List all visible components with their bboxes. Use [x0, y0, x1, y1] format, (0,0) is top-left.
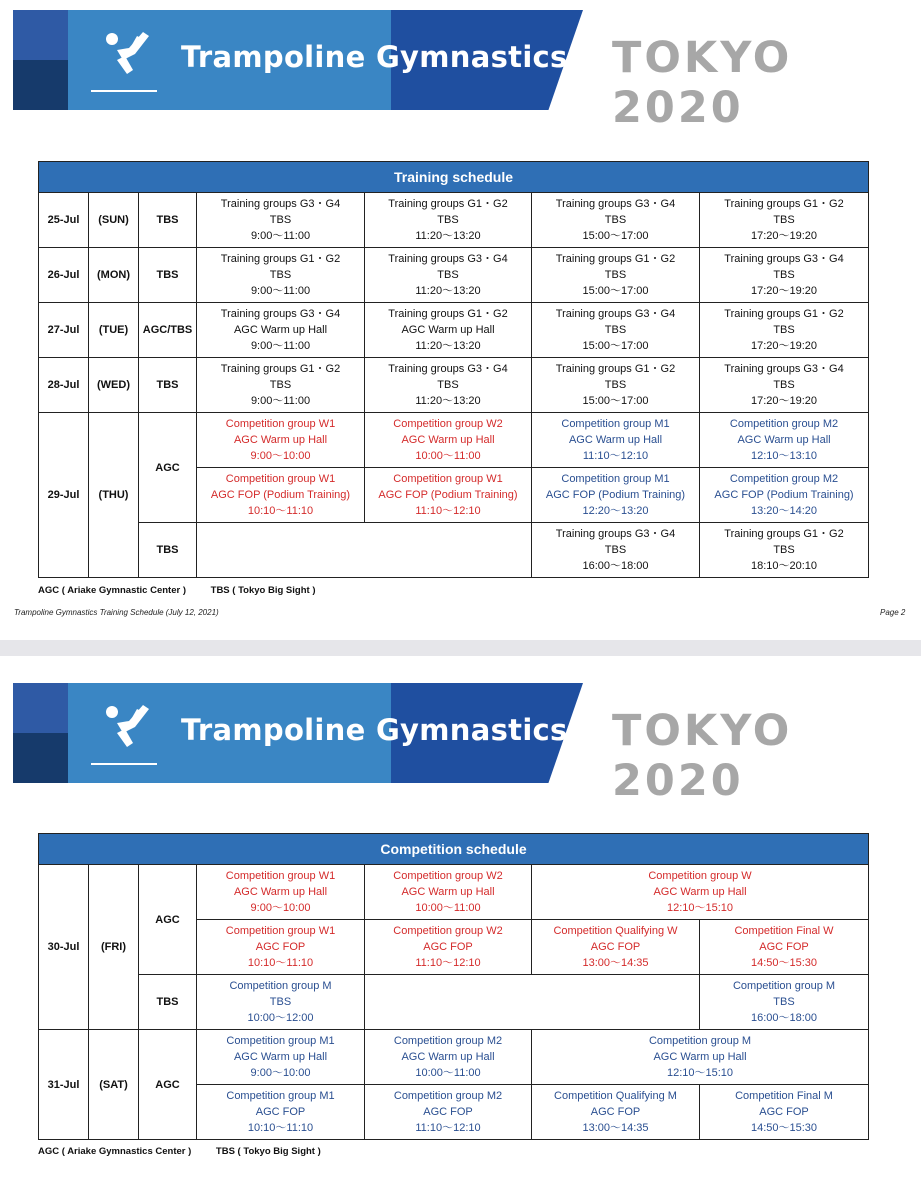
banner-block-dark [13, 733, 68, 783]
cell-venue: TBS [773, 324, 795, 336]
cell-time: 15:00～17:00 [582, 340, 649, 352]
table-row [39, 865, 869, 920]
cell-time: 17:20～19:20 [750, 230, 818, 242]
cell-group: Training groups G3・G4 [388, 363, 508, 375]
row-label: 26-Jul [39, 248, 89, 303]
cell-venue: TBS [437, 269, 459, 281]
schedule-cell [700, 193, 869, 248]
cell-time: 9:00～11:00 [250, 340, 311, 352]
cell-time: 18:10～20:10 [750, 560, 818, 572]
cell-time: 16:00～18:00 [750, 1012, 818, 1024]
training-schedule-table [38, 161, 869, 578]
cell-time: 14:50～15:30 [750, 957, 818, 969]
cell-time: 9:00～10:00 [250, 450, 311, 462]
cell-group: Competition group M1 [561, 473, 670, 485]
cell-time: 10:10～11:10 [247, 505, 314, 517]
cell-group: Training groups G1・G2 [220, 363, 341, 375]
cell-time: 13:20～14:20 [750, 505, 818, 517]
cell-group: Competition group M2 [729, 418, 839, 430]
row-label: (SAT) [89, 1030, 139, 1140]
row-label: TBS [139, 193, 197, 248]
cell-group: Training groups G1・G2 [724, 198, 844, 210]
cell-group: Training groups G3・G4 [724, 253, 844, 265]
cell-venue: AGC FOP (Podium Training) [210, 489, 351, 501]
row-label: AGC/TBS [139, 303, 197, 358]
cell-time: 11:20～13:20 [415, 230, 481, 242]
cell-venue: AGC FOP [423, 941, 473, 953]
cell-venue: AGC Warm up Hall [653, 1051, 747, 1063]
schedule-cell [365, 1085, 532, 1140]
cell-venue: TBS [269, 214, 292, 226]
cell-group: Training groups G1・G2 [724, 308, 844, 320]
schedule-cell [365, 1030, 532, 1085]
table-row [39, 303, 869, 358]
cell-time: 9:00～11:00 [250, 230, 311, 242]
empty-cell [365, 975, 700, 1030]
cell-time: 12:20～13:20 [582, 505, 649, 517]
schedule-cell [365, 468, 532, 523]
cell-group: Competition group W2 [393, 870, 503, 882]
schedule-cell [197, 358, 365, 413]
cell-venue: TBS [604, 214, 627, 226]
schedule-cell [532, 1030, 869, 1085]
row-label: AGC [139, 865, 197, 975]
row-label: (MON) [89, 248, 139, 303]
table-row [39, 248, 869, 303]
cell-venue: TBS [773, 214, 795, 226]
cell-group: Competition group W1 [225, 473, 336, 485]
row-label: (WED) [89, 358, 139, 413]
cell-group: Competition group M2 [729, 473, 839, 485]
cell-venue: TBS [773, 544, 795, 556]
schedule-cell [532, 303, 700, 358]
cell-venue: TBS [437, 214, 459, 226]
cell-time: 13:00～14:35 [582, 957, 649, 969]
cell-venue: TBS [437, 379, 459, 391]
cell-venue: TBS [269, 379, 292, 391]
cell-time: 10:00～12:00 [247, 1012, 314, 1024]
schedule-cell [197, 413, 365, 468]
schedule-cell [197, 468, 365, 523]
cell-time: 10:00～11:00 [415, 902, 481, 914]
schedule-cell [532, 358, 700, 413]
cell-group: Training groups G3・G4 [555, 528, 676, 540]
cell-venue: TBS [604, 324, 627, 336]
tokyo-2020-logo-2: TOKYO 2020 [612, 706, 793, 806]
cell-venue: AGC Warm up Hall [233, 324, 328, 336]
schedule-cell [700, 303, 869, 358]
cell-group: Training groups G3・G4 [220, 308, 341, 320]
schedule-cell [700, 975, 869, 1030]
row-label: AGC [139, 1030, 197, 1140]
cell-group: Training groups G3・G4 [388, 253, 508, 265]
schedule-cell [365, 413, 532, 468]
cell-venue: AGC Warm up Hall [233, 886, 328, 898]
schedule-cell [700, 1085, 869, 1140]
row-label: 25-Jul [39, 193, 89, 248]
cell-venue: TBS [773, 996, 795, 1008]
page-separator [0, 640, 921, 656]
cell-venue: TBS [604, 544, 627, 556]
schedule-cell [532, 1085, 700, 1140]
schedule-cell [197, 303, 365, 358]
cell-time: 9:00～10:00 [250, 1067, 311, 1079]
cell-venue: TBS [269, 269, 292, 281]
schedule-cell [532, 523, 700, 578]
cell-group: Competition group W2 [393, 418, 503, 430]
cell-group: Competition group W1 [225, 418, 336, 430]
schedule-cell [365, 920, 532, 975]
cell-group: Training groups G3・G4 [724, 363, 844, 375]
cell-time: 11:10～12:10 [582, 450, 649, 462]
cell-group: Training groups G3・G4 [220, 198, 341, 210]
cell-group: Competition group M1 [226, 1035, 335, 1047]
row-label: 28-Jul [39, 358, 89, 413]
schedule-cell [197, 1085, 365, 1140]
schedule-cell [700, 920, 869, 975]
cell-group: Training groups G1・G2 [555, 253, 676, 265]
schedule-cell [532, 413, 700, 468]
cell-venue: AGC FOP [759, 1106, 809, 1118]
cell-time: 10:10～11:10 [247, 957, 314, 969]
cell-venue: AGC Warm up Hall [401, 886, 495, 898]
cell-venue: AGC Warm up Hall [737, 434, 831, 446]
cell-venue: TBS [773, 379, 795, 391]
cell-group: Competition group W1 [393, 473, 503, 485]
cell-time: 17:20～19:20 [750, 285, 818, 297]
banner-underline [91, 763, 157, 765]
cell-group: Competition Qualifying M [554, 1090, 677, 1102]
cell-group: Competition group M [229, 980, 332, 992]
cell-venue: AGC FOP (Podium Training) [714, 489, 854, 501]
row-label: TBS [139, 248, 197, 303]
row-label: (FRI) [89, 865, 139, 1030]
cell-group: Competition group W [648, 870, 752, 882]
page-number: Page 2 [880, 608, 906, 617]
banner-block-dark [13, 60, 68, 110]
schedule-cell [197, 920, 365, 975]
tokyo-2020-logo: TOKYO 2020 [612, 33, 793, 133]
cell-time: 10:00～11:00 [415, 1067, 481, 1079]
cell-group: Training groups G3・G4 [555, 198, 676, 210]
schedule-cell [365, 303, 532, 358]
cell-venue: AGC FOP [590, 1106, 641, 1118]
cell-time: 10:00～11:00 [415, 450, 481, 462]
cell-group: Competition group M2 [393, 1035, 503, 1047]
trampoline-athlete-icon [103, 30, 153, 82]
table-row [39, 975, 869, 1030]
schedule-cell [197, 975, 365, 1030]
row-label: 30-Jul [39, 865, 89, 1030]
cell-venue: AGC Warm up Hall [401, 1051, 495, 1063]
row-label: TBS [139, 975, 197, 1030]
schedule-cell [197, 865, 365, 920]
competition-page [0, 656, 921, 1200]
schedule-cell [365, 248, 532, 303]
cell-group: Competition group M [648, 1035, 752, 1047]
schedule-cell [700, 468, 869, 523]
cell-time: 13:00～14:35 [582, 1122, 649, 1134]
cell-group: Training groups G1・G2 [555, 363, 676, 375]
cell-venue: AGC FOP (Podium Training) [545, 489, 686, 501]
cell-venue: AGC FOP [255, 1106, 306, 1118]
cell-venue: AGC Warm up Hall [233, 1051, 328, 1063]
cell-group: Competition group M2 [393, 1090, 503, 1102]
table-row [39, 523, 869, 578]
cell-time: 16:00～18:00 [582, 560, 649, 572]
cell-group: Competition group W1 [225, 870, 336, 882]
cell-venue: AGC FOP (Podium Training) [378, 489, 518, 501]
schedule-cell [532, 248, 700, 303]
schedule-cell [197, 248, 365, 303]
cell-group: Competition Final M [735, 1090, 833, 1102]
schedule-cell [532, 193, 700, 248]
schedule-cell [532, 468, 700, 523]
cell-time: 9:00～11:00 [250, 395, 311, 407]
cell-group: Competition Final W [734, 925, 834, 937]
cell-group: Competition group W2 [393, 925, 503, 937]
cell-group: Training groups G3・G4 [555, 308, 676, 320]
cell-venue: AGC FOP [423, 1106, 473, 1118]
cell-venue: AGC Warm up Hall [653, 886, 747, 898]
legend-agc: AGC ( Ariake Gymnastics Center ) [38, 1146, 192, 1157]
cell-group: Training groups G1・G2 [724, 528, 844, 540]
schedule-cell [700, 413, 869, 468]
schedule-cell [365, 358, 532, 413]
schedule-cell [365, 193, 532, 248]
table-row [39, 358, 869, 413]
row-label: (TUE) [89, 303, 139, 358]
banner-block-blue [13, 683, 68, 733]
banner-title: Trampoline Gymnastics [181, 40, 568, 74]
cell-group: Competition group M1 [226, 1090, 335, 1102]
schedule-cell [700, 523, 869, 578]
cell-time: 11:20～13:20 [415, 340, 481, 352]
legend-tbs: TBS ( Tokyo Big Sight ) [215, 1146, 321, 1157]
cell-venue: AGC FOP [255, 941, 306, 953]
cell-group: Competition group M [732, 980, 836, 992]
competition-schedule-table [38, 833, 869, 1140]
cell-time: 12:10～15:10 [666, 1067, 734, 1079]
row-label: AGC [139, 413, 197, 523]
table-row [39, 1030, 869, 1085]
trampoline-athlete-icon [103, 703, 153, 755]
banner-underline [91, 90, 157, 92]
cell-venue: TBS [269, 996, 292, 1008]
schedule-cell [197, 193, 365, 248]
row-label: (THU) [89, 413, 139, 578]
cell-venue: AGC Warm up Hall [233, 434, 328, 446]
competition-schedule-title: Competition schedule [39, 834, 869, 865]
schedule-cell [700, 248, 869, 303]
schedule-cell [532, 865, 869, 920]
schedule-cell [197, 1030, 365, 1085]
cell-group: Competition group W1 [225, 925, 336, 937]
cell-venue: AGC Warm up Hall [401, 324, 495, 336]
cell-time: 10:10～11:10 [247, 1122, 314, 1134]
cell-time: 17:20～19:20 [750, 395, 818, 407]
cell-venue: TBS [773, 269, 795, 281]
row-label: TBS [139, 358, 197, 413]
competition-legend [38, 1146, 343, 1157]
cell-time: 15:00～17:00 [582, 230, 649, 242]
cell-time: 11:10～12:10 [415, 1122, 481, 1134]
cell-venue: AGC FOP [590, 941, 641, 953]
schedule-cell [365, 865, 532, 920]
cell-time: 12:10～13:10 [750, 450, 818, 462]
cell-time: 11:10～12:10 [415, 957, 481, 969]
row-label: 29-Jul [39, 413, 89, 578]
cell-group: Training groups G1・G2 [388, 308, 508, 320]
cell-time: 9:00～10:00 [250, 902, 311, 914]
row-label: 27-Jul [39, 303, 89, 358]
row-label: TBS [139, 523, 197, 578]
cell-time: 11:10～12:10 [415, 505, 481, 517]
banner-block-blue [13, 10, 68, 60]
legend-tbs: TBS ( Tokyo Big Sight ) [210, 585, 316, 596]
row-label: (SUN) [89, 193, 139, 248]
table-row [39, 413, 869, 468]
cell-group: Training groups G1・G2 [388, 198, 508, 210]
schedule-cell [700, 358, 869, 413]
cell-venue: TBS [604, 269, 627, 281]
training-schedule-title: Training schedule [39, 162, 869, 193]
cell-group: Competition group M1 [561, 418, 670, 430]
cell-time: 14:50～15:30 [750, 1122, 818, 1134]
header-banner-2 [13, 683, 613, 783]
header-banner [13, 10, 613, 110]
document-note: Trampoline Gymnastics Training Schedule (July 12, 2021) [14, 608, 219, 617]
schedule-cell [532, 920, 700, 975]
cell-venue: TBS [604, 379, 627, 391]
cell-venue: AGC Warm up Hall [568, 434, 663, 446]
cell-group: Training groups G1・G2 [220, 253, 341, 265]
cell-time: 11:20～13:20 [415, 285, 481, 297]
training-legend [38, 585, 337, 596]
cell-group: Competition Qualifying W [553, 925, 678, 937]
legend-agc: AGC ( Ariake Gymnastic Center ) [38, 585, 186, 596]
cell-time: 11:20～13:20 [415, 395, 481, 407]
cell-venue: AGC FOP [759, 941, 809, 953]
empty-cell [197, 523, 532, 578]
cell-venue: AGC Warm up Hall [401, 434, 495, 446]
table-row [39, 193, 869, 248]
cell-time: 9:00～11:00 [250, 285, 311, 297]
row-label: 31-Jul [39, 1030, 89, 1140]
cell-time: 15:00～17:00 [582, 285, 649, 297]
cell-time: 12:10～15:10 [666, 902, 734, 914]
cell-time: 15:00～17:00 [582, 395, 649, 407]
banner-title-2: Trampoline Gymnastics [181, 713, 568, 747]
cell-time: 17:20～19:20 [750, 340, 818, 352]
